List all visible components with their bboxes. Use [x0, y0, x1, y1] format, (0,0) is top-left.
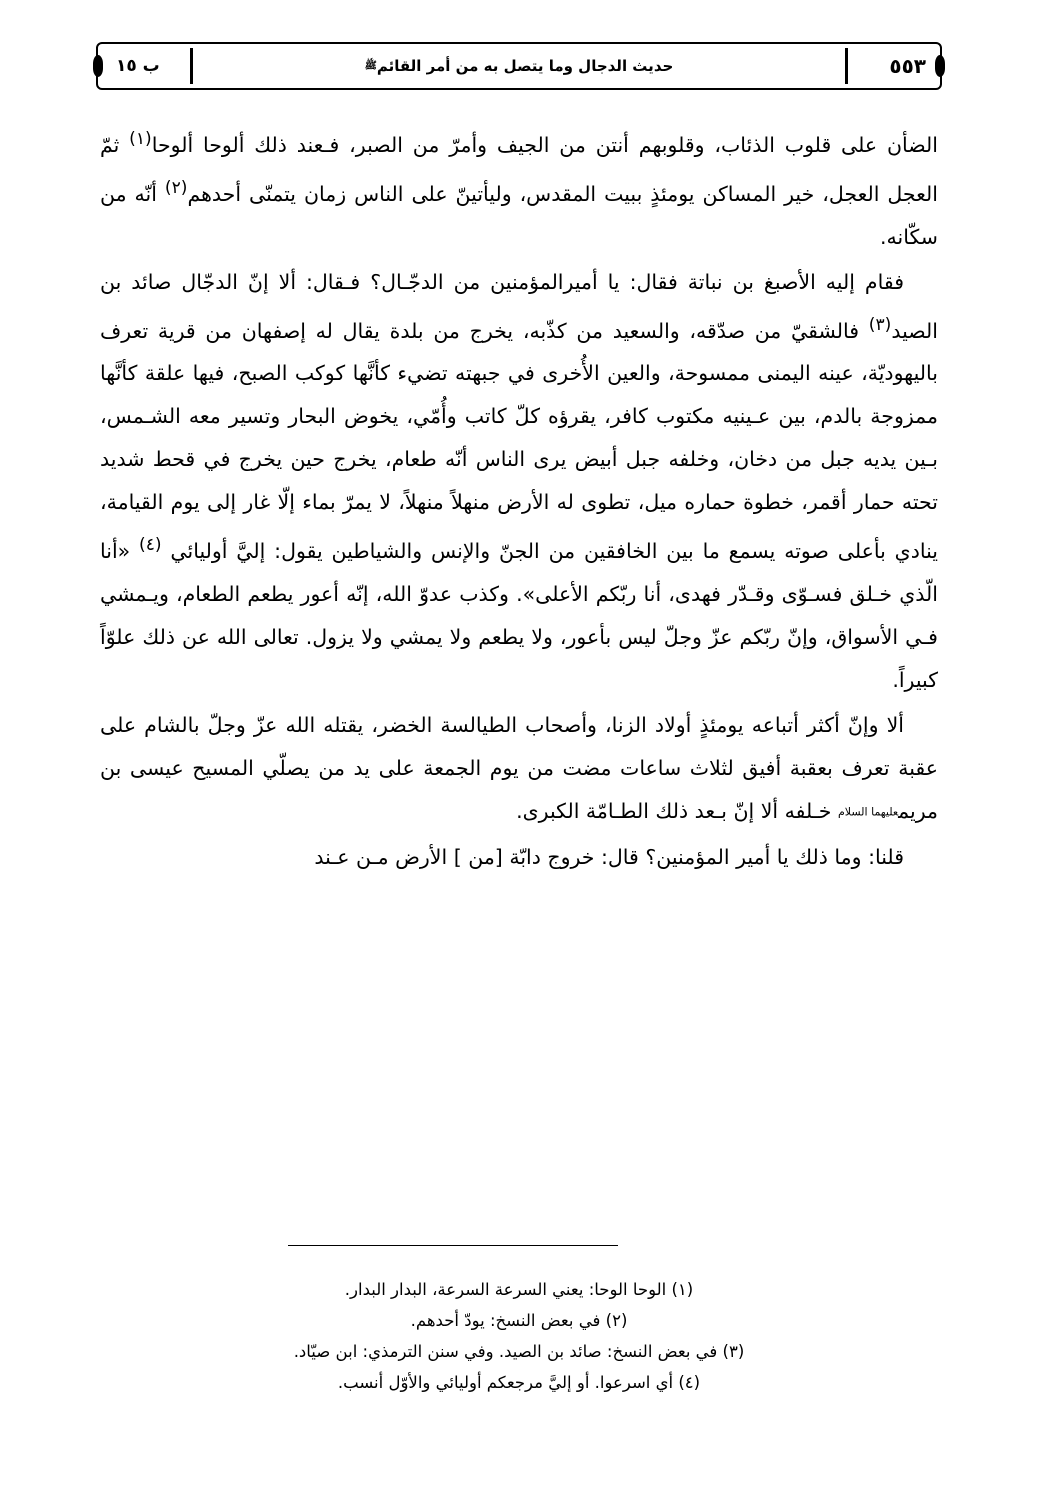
header-ornament-left-icon — [93, 55, 103, 77]
header-title — [364, 56, 674, 75]
paragraph: فقام إليه الأصبغ بن نباتة فقال: يا أميرالمؤمنين من الدجّـال؟ فـقال: ألا إنّ الدجّال صائد بن الصيد$^{(٣)}$ فالشقيّ من صدّقه، والسعيد من كذّبه، يخرج من بلدة يقال له إصفهان من قرية تعرف باليهوديّة، عينه اليمنى ممسوحة، والعين الأُخرى في جبهته تضيء كأنَّها كوكب الصبح، فيها علقة كأنَّها ممزوجة بالدم، بين عـينيه مكتوب كافر، يقرؤه كلّ كاتب وأُمّي، يخوض البحار وتسير معه الشـمس، بـين يديه جبل من دخان، وخلفه جبل أبيض يرى الناس أنّه طعام، يخرج حين يخرج في قحط شديد تحته حمار أقمر، خطوة حماره ميل، تطوى له الأرض منهلاً منهلاً، لا يمرّ بماء إلّا غار إلى يوم القيامة، ينادي بأعلى صوته يسمع ما بين الخافقين من الجنّ والإنس والشياطين يقول: إليَّ أوليائي $^{(٤)}$ «أنا الّذي خـلق فسـوّى وقـدّر فهدى، أنا ربّكم الأعلى». وكذب عدوّ الله، إنّه أعور يطعم الطعام، ويـمشي فـي الأسواق، وإنّ ربّكم عزّ وجلّ ليس بأعور، ولا يطعم ولا يمشي ولا يزول. تعالى الله عن ذلك علوّاً كبيراً. — [100, 269, 938, 693]
salawat-icon: ﷺ — [364, 60, 377, 71]
header-ornament-right-icon — [935, 55, 945, 77]
page-number: ٥٥٣ — [889, 54, 926, 78]
footnote-item: (٣) في بعض النسخ: صائد بن الصيد. وفي سنن الترمذي: ابن صيّاد. — [293, 1342, 745, 1361]
footnote-item: (١) الوحا الوحا: يعني السرعة السرعة، البدار البدار. — [344, 1280, 694, 1299]
footnote-separator — [288, 1245, 618, 1246]
paragraph: قلنا: وما ذلك يا أمير المؤمنين؟ قال: خروج دابّة [من ] الأرض مـن عـند — [314, 844, 904, 869]
header-band — [96, 42, 942, 90]
footnotes — [100, 1274, 938, 1398]
paragraph: الضأن على قلوب الذئاب، وقلوبهم أنتن من الجيف وأمرّ من الصبر، فـعند ذلك ألوحا ألوحا$^{(١)}$ ثمّ العجل العجل، خير المساكن يومئذٍ ببيت المقدس، وليأتينّ على الناس زمان يتمنّى أحدهم$^{(٢)}$ أنّه من سكّانه. — [100, 129, 938, 249]
footnote-item: (٤) أي اسرعوا. أو إليَّ مرجعكم أوليائي والأوّل أنسب. — [337, 1373, 701, 1392]
footnote-item: (٢) في بعض النسخ: يودّ أحدهم. — [410, 1311, 628, 1330]
paragraph: ألا وإنّ أكثر أتباعه يومئذٍ أولاد الزنا، وأصحاب الطيالسة الخضر، يقتله الله عزّ وجلّ بالشام على عقبة تعرف بعقبة أفيق لثلاث ساعات مضت من يوم الجمعة على يد من يصلّي المسيح عيسى بن مريمعليهما السلام خـلفه ألا إنّ بـعد ذلك الطـامّة الكبرى. — [100, 713, 938, 824]
page-body — [100, 118, 938, 881]
header-title-text: حديث الدجال وما يتصل به من أمر القائم — [376, 56, 674, 75]
juz-mark: ب ١٥ — [116, 56, 160, 76]
page-header — [96, 42, 942, 90]
